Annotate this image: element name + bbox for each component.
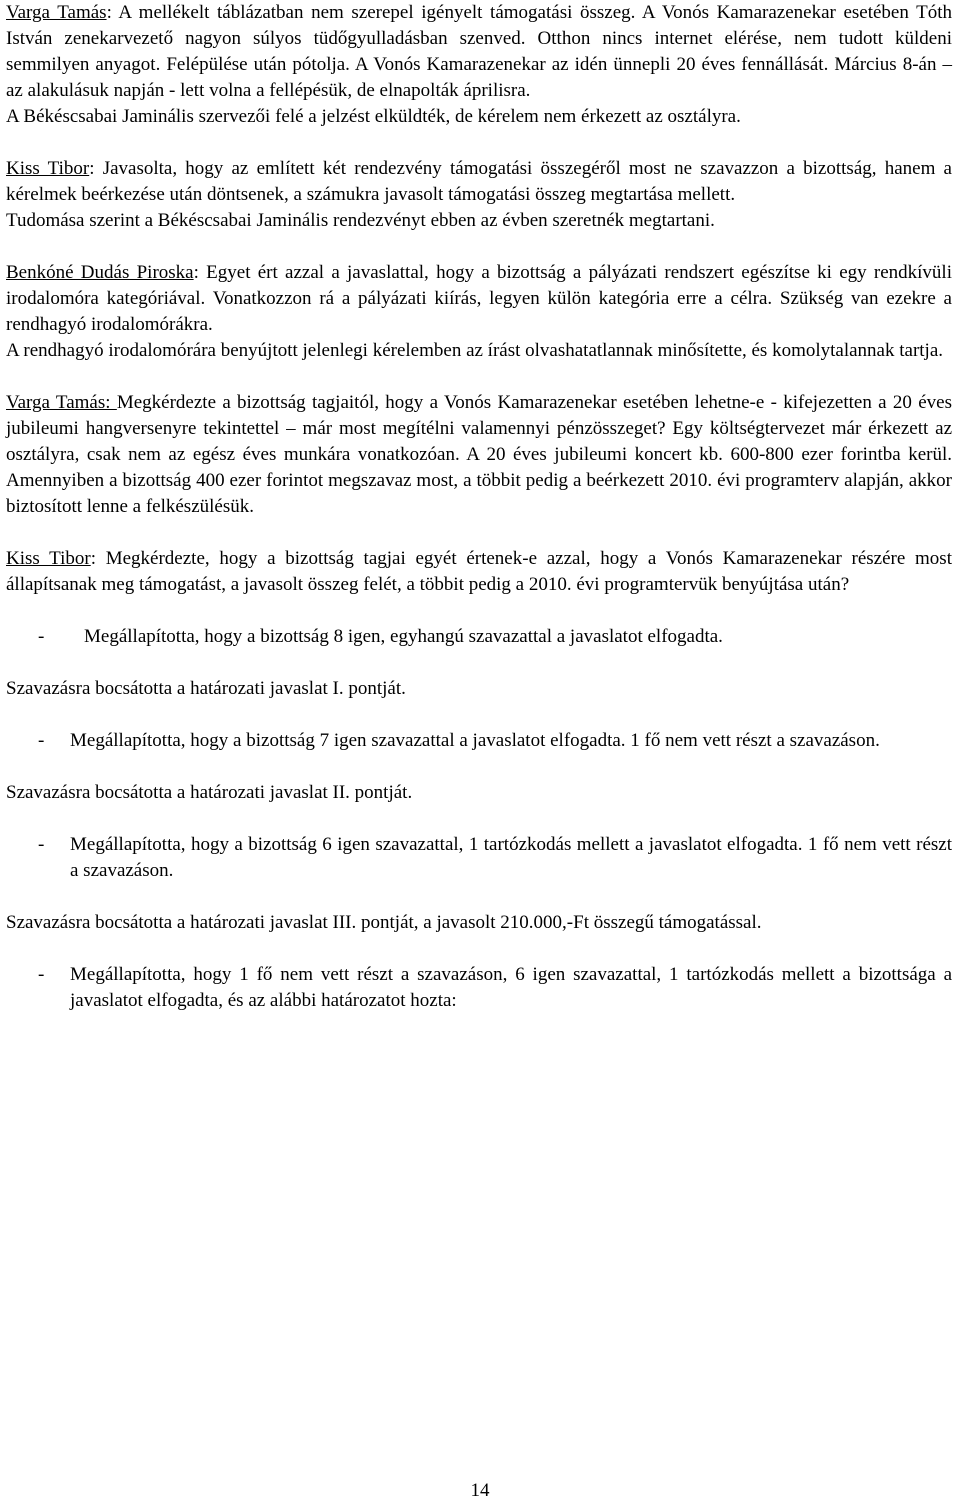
speaker-name: Kiss Tibor — [6, 548, 91, 569]
dash-marker: - — [38, 834, 45, 855]
speaker-name: Benkóné Dudás Piroska — [6, 262, 194, 283]
paragraph-kiss-1 — [6, 156, 952, 208]
paragraph-varga-2 — [6, 390, 952, 520]
dash-marker: - — [38, 964, 45, 985]
vote-result-text: Megállapította, hogy 1 fő nem vett részt a szavazáson, 6 igen szavazattal, 1 tartózkodás mellett a bizottsága a javaslatot elfogadta, és az alábbi határozatot hozta: — [70, 964, 952, 1011]
paragraph-varga-1 — [6, 0, 952, 104]
paragraph-text: : Javasolta, hogy az említett két rendezvény támogatási összegéről most ne szavazzon a bizottság, hanem a kérelmek beérkezése után döntsenek, a számukra javasolt támogatási összeg megtartása mellett. — [6, 158, 952, 205]
vote-result-text: Megállapította, hogy a bizottság 8 igen, egyhangú szavazattal a javaslatot elfogadta. — [84, 626, 723, 647]
paragraph-kiss-2 — [6, 546, 952, 598]
resolution-line-2: Szavazásra bocsátotta a határozati javaslat II. pontját. — [6, 782, 413, 803]
speaker-name: Kiss Tibor — [6, 158, 90, 179]
resolution-line-1: Szavazásra bocsátotta a határozati javaslat I. pontját. — [6, 678, 406, 699]
vote-result-text: Megállapította, hogy a bizottság 6 igen szavazattal, 1 tartózkodás mellett a javaslatot elfogadta. 1 fő nem vett részt a szavazáson. — [70, 834, 952, 881]
paragraph-text: : Egyet ért azzal a javaslattal, hogy a bizottság a pályázati rendszert egészítse ki egy rendkívüli irodalomóra kategóriával. Vonatkozzon rá a pályázati kiírás, legyen külön kategória erre a célra. Szükség van ezekre a rendhagyó irodalomórákra. — [6, 262, 952, 335]
vote-result-text: Megállapította, hogy a bizottság 7 igen szavazattal a javaslatot elfogadta. 1 fő nem vett részt a szavazáson. — [70, 730, 880, 751]
vote-result-2 — [6, 728, 952, 754]
page-number: 14 — [470, 1480, 490, 1501]
vote-result-1 — [6, 624, 952, 650]
paragraph-text: Megkérdezte a bizottság tagjaitól, hogy a Vonós Kamarazenekar esetében lehetne-e - kifejezetten a 20 éves jubileumi hangversenyre tekintettel – már most megítélni valamennyi pénzösszeget? Egy költségtervezet már érkezett az osztályra, csak nem az egész éves munkára vonatkozóan. A 20 éves jubileumi koncert kb. 600-800 ezer forintba kerül. Amennyiben a bizottság 400 ezer forintot megszavaz most, a többit pedig a beérkezett 2010. évi programterv alapján, akkor biztosított lenne a felkészülésük. — [6, 392, 952, 517]
paragraph-text: : A mellékelt táblázatban nem szerepel igényelt támogatási összeg. A Vonós Kamarazenekar esetében Tóth István zenekarvezető nagyon súlyos tüdőgyulladásban szenved. Otthon nincs internet elérése, nem tudott küldeni semmilyen anyagot. Felépülése után pótolja. A Vonós Kamarazenekar az idén ünnepli 20 éves fennállását. Március 8-án – az alakulásuk napján - lett volna a fellépésük, de elnapolták áprilisra. — [6, 2, 952, 101]
resolution-line-3: Szavazásra bocsátotta a határozati javaslat III. pontját, a javasolt 210.000,-Ft összegű támogatással. — [6, 912, 762, 933]
paragraph-kiss-1b: Tudomása szerint a Békéscsabai Jaminális rendezvényt ebben az évben szeretnék megtartani. — [6, 210, 715, 231]
paragraph-jaminalis: A Békéscsabai Jaminális szervezői felé a jelzést elküldték, de kérelem nem érkezett az osztályra. — [6, 106, 741, 127]
paragraph-benkone-b: A rendhagyó irodalomórára benyújtott jelenlegi kérelemben az írást olvashatatlannak minősítette, és komolytalannak tartja. — [6, 340, 944, 361]
dash-marker: - — [38, 730, 45, 751]
speaker-name: Varga Tamás: — [6, 392, 117, 413]
document-page — [6, 0, 952, 1014]
paragraph-text: : Megkérdezte, hogy a bizottság tagjai egyét értenek-e azzal, hogy a Vonós Kamarazenekar részére most állapítsanak meg támogatást, a javasolt összeg felét, a többit pedig a 2010. évi programtervük benyújtása után? — [6, 548, 952, 595]
paragraph-benkone — [6, 260, 952, 338]
vote-result-4 — [6, 962, 952, 1014]
vote-result-3 — [6, 832, 952, 884]
speaker-name: Varga Tamás — [6, 2, 107, 23]
dash-marker: - — [38, 626, 45, 647]
